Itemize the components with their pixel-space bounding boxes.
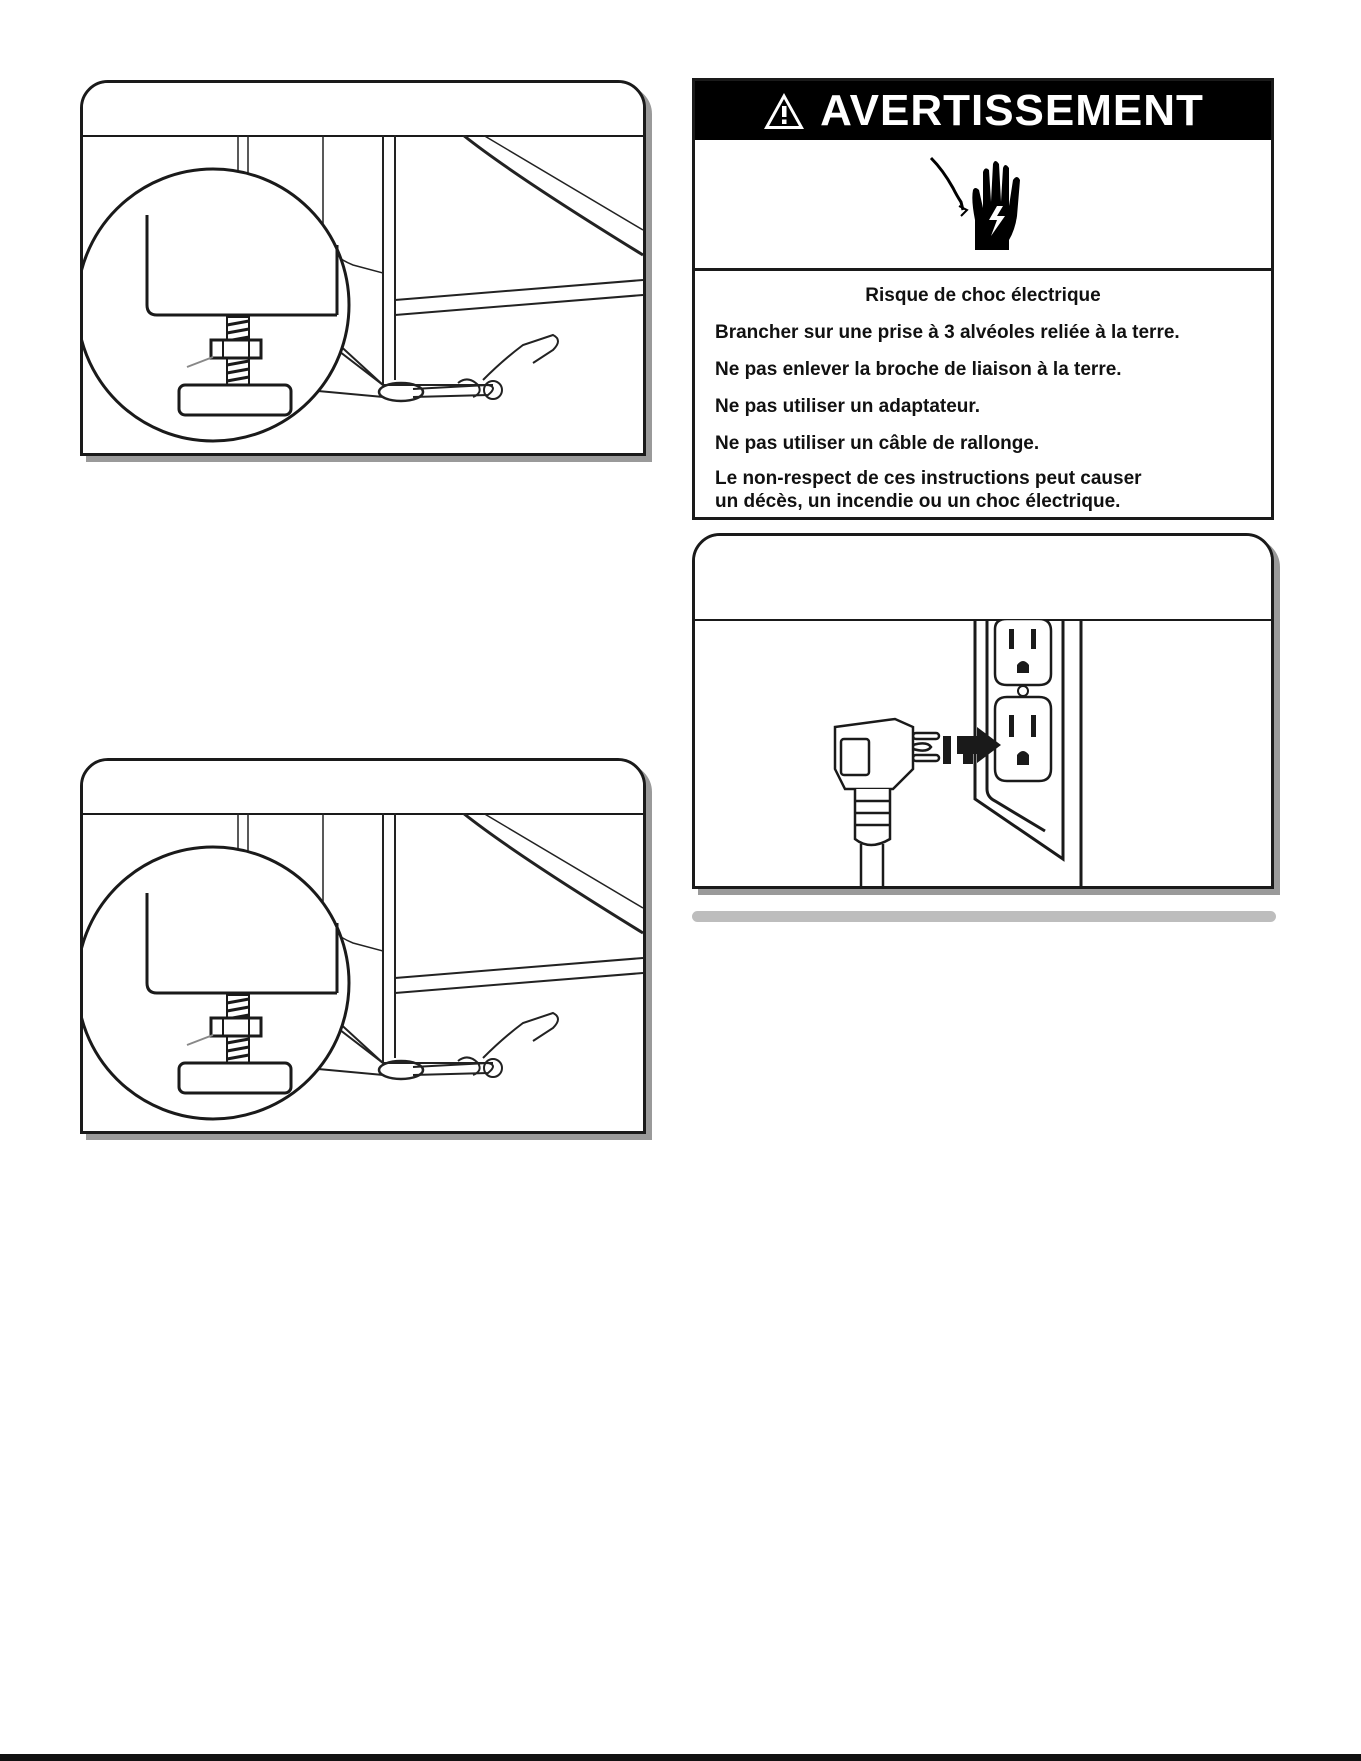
page-bottom-rule bbox=[0, 1754, 1361, 1761]
leveling-foot-drawing bbox=[83, 813, 643, 1131]
warning-body bbox=[695, 271, 1271, 517]
warning-instruction: Ne pas utiliser un câble de rallonge. bbox=[715, 433, 1040, 454]
warning-title: AVERTISSEMENT bbox=[820, 85, 1204, 135]
leveling-foot-illustration-top bbox=[80, 80, 646, 456]
warning-instruction: Ne pas utiliser un adaptateur. bbox=[715, 396, 981, 417]
leveling-foot-drawing bbox=[83, 135, 643, 453]
panel-header bbox=[83, 83, 643, 137]
warning-consequence-line: Le non-respect de ces instructions peut causer bbox=[715, 468, 1142, 489]
panel-header bbox=[83, 761, 643, 815]
panel-header bbox=[695, 536, 1271, 621]
warning-consequence bbox=[715, 467, 1251, 513]
warning-triangle-icon bbox=[762, 91, 806, 131]
warning-instruction: Ne pas enlever la broche de liaison à la terre. bbox=[715, 359, 1122, 380]
warning-consequence-line: un décès, un incendie ou un choc électrique. bbox=[715, 491, 1121, 512]
section-divider bbox=[692, 911, 1276, 922]
leveling-foot-illustration-bottom bbox=[80, 758, 646, 1134]
warning-banner bbox=[695, 81, 1271, 140]
electric-shock-hand-icon bbox=[923, 150, 1043, 260]
warning-instruction: Brancher sur une prise à 3 alvéoles reliée à la terre. bbox=[715, 322, 1180, 343]
hazard-symbol-area bbox=[695, 140, 1271, 271]
electrical-shock-warning bbox=[692, 78, 1274, 520]
warning-heading: Risque de choc électrique bbox=[865, 285, 1101, 306]
plug-outlet-illustration bbox=[692, 533, 1274, 889]
plug-and-outlet-drawing bbox=[695, 619, 1271, 886]
